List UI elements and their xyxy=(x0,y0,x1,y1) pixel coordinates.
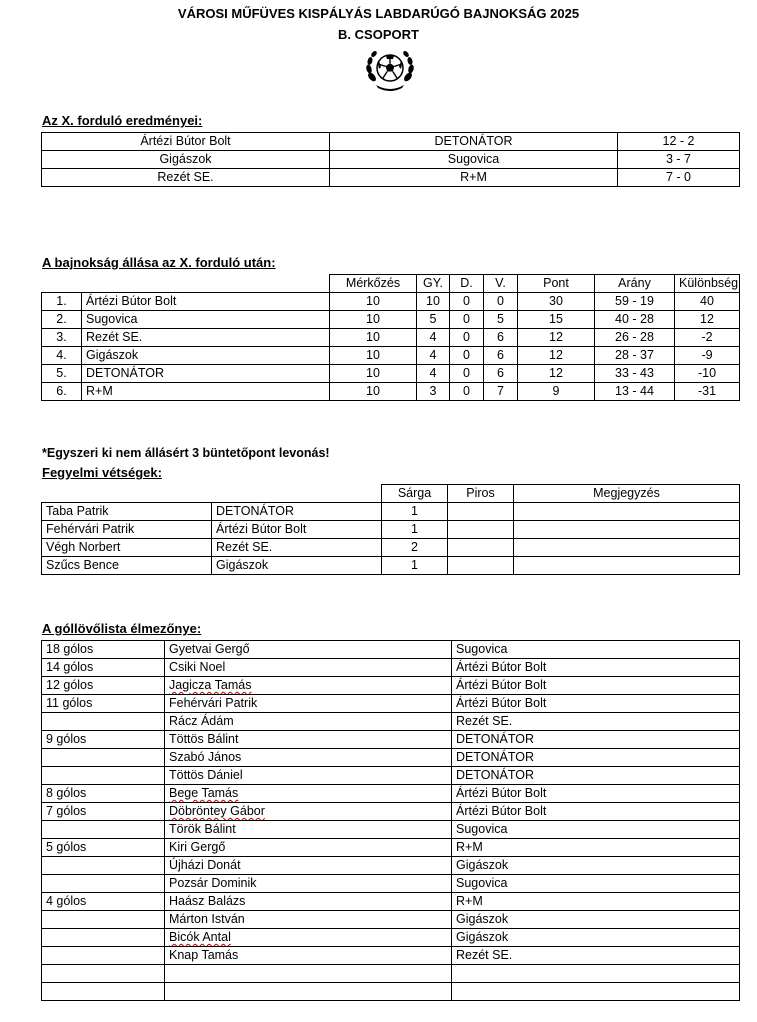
team-name: Gigászok xyxy=(452,857,740,875)
table-row xyxy=(42,311,740,329)
player-name: Szűcs Bence xyxy=(42,557,212,575)
yellow-cards: 1 xyxy=(382,503,448,521)
goal-count: 4 gólos xyxy=(42,893,165,911)
matches: 10 xyxy=(330,365,417,383)
ratio: 59 - 19 xyxy=(595,293,675,311)
player-name-text: Bicók Antal xyxy=(169,930,231,944)
team-name: Ártézi Bútor Bolt xyxy=(452,695,740,713)
table-row xyxy=(42,329,740,347)
team-name: Rezét SE. xyxy=(452,947,740,965)
position: 6. xyxy=(42,383,82,401)
won: 3 xyxy=(417,383,450,401)
yellow-cards: 1 xyxy=(382,521,448,539)
player-name: Fehérvári Patrik xyxy=(165,695,452,713)
table-row xyxy=(42,539,740,557)
table-row xyxy=(42,659,740,677)
lost: 6 xyxy=(484,329,518,347)
home-team: Rezét SE. xyxy=(42,169,330,187)
diff: -2 xyxy=(675,329,740,347)
team-name: Sugovica xyxy=(82,311,330,329)
goal-count xyxy=(42,983,165,1001)
table-row xyxy=(42,821,740,839)
player-name-text: Bege Tamás xyxy=(169,786,239,800)
points: 12 xyxy=(518,365,595,383)
position: 1. xyxy=(42,293,82,311)
position: 2. xyxy=(42,311,82,329)
discipline-title: Fegyelmi vétségek: xyxy=(42,465,162,480)
won: 4 xyxy=(417,347,450,365)
header-matches: Mérkőzés xyxy=(330,275,417,293)
lost: 0 xyxy=(484,293,518,311)
player-name: Márton István xyxy=(165,911,452,929)
table-row xyxy=(42,947,740,965)
table-row xyxy=(42,169,740,187)
standings-title: A bajnokság állása az X. forduló után: xyxy=(42,255,276,270)
points: 9 xyxy=(518,383,595,401)
header-lost: V. xyxy=(484,275,518,293)
player-name xyxy=(165,983,452,1001)
team-name: Gigászok xyxy=(452,911,740,929)
table-row xyxy=(42,875,740,893)
table-row xyxy=(42,695,740,713)
matches: 10 xyxy=(330,329,417,347)
team-name xyxy=(452,965,740,983)
table-row xyxy=(42,857,740,875)
table-row xyxy=(42,803,740,821)
red-cards xyxy=(448,503,514,521)
table-header-row xyxy=(42,485,740,503)
goal-count: 7 gólos xyxy=(42,803,165,821)
player-name: Gyetvai Gergő xyxy=(165,641,452,659)
points: 12 xyxy=(518,329,595,347)
team-name: Rezét SE. xyxy=(212,539,382,557)
table-row xyxy=(42,365,740,383)
scorers-table xyxy=(41,640,740,1001)
diff: 12 xyxy=(675,311,740,329)
goal-count xyxy=(42,911,165,929)
ratio: 26 - 28 xyxy=(595,329,675,347)
team-name: Sugovica xyxy=(452,821,740,839)
team-name: Sugovica xyxy=(452,875,740,893)
ratio: 13 - 44 xyxy=(595,383,675,401)
matches: 10 xyxy=(330,347,417,365)
red-cards xyxy=(448,557,514,575)
header-remark: Megjegyzés xyxy=(514,485,740,503)
player-name: Pozsár Dominik xyxy=(165,875,452,893)
team-name: Sugovica xyxy=(452,641,740,659)
home-team: Gigászok xyxy=(42,151,330,169)
yellow-cards: 1 xyxy=(382,557,448,575)
player-name-text: Jagicza Tamás xyxy=(169,678,252,692)
table-row xyxy=(42,767,740,785)
goal-count: 18 gólos xyxy=(42,641,165,659)
goal-count: 11 gólos xyxy=(42,695,165,713)
team-name: R+M xyxy=(452,839,740,857)
points: 12 xyxy=(518,347,595,365)
penalty-note: *Egyszeri ki nem állásért 3 büntetőpont levonás! xyxy=(42,446,330,460)
player-name: Töttös Dániel xyxy=(165,767,452,785)
score: 3 - 7 xyxy=(618,151,740,169)
yellow-cards: 2 xyxy=(382,539,448,557)
player-name: Török Bálint xyxy=(165,821,452,839)
draw: 0 xyxy=(450,383,484,401)
goal-count xyxy=(42,875,165,893)
away-team: DETONÁTOR xyxy=(330,133,618,151)
diff: -31 xyxy=(675,383,740,401)
goal-count xyxy=(42,713,165,731)
standings-table xyxy=(41,274,740,401)
team-name: Ártézi Bútor Bolt xyxy=(452,677,740,695)
goal-count xyxy=(42,767,165,785)
lost: 6 xyxy=(484,365,518,383)
table-row xyxy=(42,293,740,311)
table-row xyxy=(42,503,740,521)
goal-count xyxy=(42,965,165,983)
diff: -10 xyxy=(675,365,740,383)
goal-count xyxy=(42,857,165,875)
draw: 0 xyxy=(450,293,484,311)
team-name: DETONÁTOR xyxy=(82,365,330,383)
header-yellow: Sárga xyxy=(382,485,448,503)
position: 3. xyxy=(42,329,82,347)
draw: 0 xyxy=(450,365,484,383)
player-name xyxy=(165,803,452,821)
header-draw: D. xyxy=(450,275,484,293)
points: 15 xyxy=(518,311,595,329)
player-name: Fehérvári Patrik xyxy=(42,521,212,539)
player-name: Taba Patrik xyxy=(42,503,212,521)
team-name: R+M xyxy=(452,893,740,911)
score: 12 - 2 xyxy=(618,133,740,151)
table-row xyxy=(42,557,740,575)
away-team: R+M xyxy=(330,169,618,187)
player-name xyxy=(165,929,452,947)
diff: 40 xyxy=(675,293,740,311)
remark xyxy=(514,503,740,521)
away-team: Sugovica xyxy=(330,151,618,169)
table-row xyxy=(42,911,740,929)
team-name: Gigászok xyxy=(452,929,740,947)
team-name: Ártézi Bútor Bolt xyxy=(212,521,382,539)
header-points: Pont xyxy=(518,275,595,293)
table-row xyxy=(42,785,740,803)
remark xyxy=(514,557,740,575)
player-name: Haász Balázs xyxy=(165,893,452,911)
header-red: Piros xyxy=(448,485,514,503)
player-name: Újházi Donát xyxy=(165,857,452,875)
red-cards xyxy=(448,521,514,539)
table-row xyxy=(42,983,740,1001)
soccer-ball-laurel-icon xyxy=(362,47,418,93)
lost: 5 xyxy=(484,311,518,329)
won: 10 xyxy=(417,293,450,311)
results-table xyxy=(41,132,740,187)
header-diff: Különbség xyxy=(675,275,740,293)
player-name xyxy=(165,677,452,695)
goal-count xyxy=(42,929,165,947)
team-name: R+M xyxy=(82,383,330,401)
goal-count: 5 gólos xyxy=(42,839,165,857)
goal-count xyxy=(42,947,165,965)
points: 30 xyxy=(518,293,595,311)
goal-count: 8 gólos xyxy=(42,785,165,803)
diff: -9 xyxy=(675,347,740,365)
header-won: GY. xyxy=(417,275,450,293)
goal-count: 14 gólos xyxy=(42,659,165,677)
table-row xyxy=(42,965,740,983)
discipline-table xyxy=(41,484,740,575)
won: 4 xyxy=(417,365,450,383)
player-name: Knap Tamás xyxy=(165,947,452,965)
remark xyxy=(514,539,740,557)
player-name: Csiki Noel xyxy=(165,659,452,677)
table-row xyxy=(42,893,740,911)
team-name: DETONÁTOR xyxy=(452,731,740,749)
goal-count xyxy=(42,749,165,767)
goal-count: 12 gólos xyxy=(42,677,165,695)
position: 5. xyxy=(42,365,82,383)
player-name: Szabó János xyxy=(165,749,452,767)
results-title: Az X. forduló eredményei: xyxy=(42,113,203,128)
team-name: Gigászok xyxy=(212,557,382,575)
score: 7 - 0 xyxy=(618,169,740,187)
lost: 7 xyxy=(484,383,518,401)
lost: 6 xyxy=(484,347,518,365)
table-row xyxy=(42,383,740,401)
goal-count: 9 gólos xyxy=(42,731,165,749)
player-name: Töttös Bálint xyxy=(165,731,452,749)
player-name-text: Döbröntey Gábor xyxy=(169,804,265,818)
remark xyxy=(514,521,740,539)
team-name: Ártézi Bútor Bolt xyxy=(452,785,740,803)
team-name: Rezét SE. xyxy=(452,713,740,731)
table-row xyxy=(42,641,740,659)
player-name: Rácz Ádám xyxy=(165,713,452,731)
team-name: Rezét SE. xyxy=(82,329,330,347)
table-row xyxy=(42,151,740,169)
home-team: Ártézi Bútor Bolt xyxy=(42,133,330,151)
team-name: Gigászok xyxy=(82,347,330,365)
document-title: VÁROSI MŰFÜVES KISPÁLYÁS LABDARÚGÓ BAJNOKSÁG 2025 xyxy=(177,6,580,21)
goal-count xyxy=(42,821,165,839)
matches: 10 xyxy=(330,383,417,401)
team-name: Ártézi Bútor Bolt xyxy=(452,659,740,677)
table-row xyxy=(42,521,740,539)
team-name: DETONÁTOR xyxy=(452,749,740,767)
team-name: DETONÁTOR xyxy=(212,503,382,521)
player-name: Végh Norbert xyxy=(42,539,212,557)
team-name: Ártézi Bútor Bolt xyxy=(452,803,740,821)
matches: 10 xyxy=(330,293,417,311)
player-name xyxy=(165,785,452,803)
table-row xyxy=(42,731,740,749)
table-row xyxy=(42,713,740,731)
table-row xyxy=(42,929,740,947)
group-title: B. CSOPORT xyxy=(338,27,419,42)
table-row xyxy=(42,347,740,365)
ratio: 33 - 43 xyxy=(595,365,675,383)
table-row xyxy=(42,839,740,857)
team-name: DETONÁTOR xyxy=(452,767,740,785)
matches: 10 xyxy=(330,311,417,329)
table-row xyxy=(42,749,740,767)
draw: 0 xyxy=(450,311,484,329)
won: 4 xyxy=(417,329,450,347)
red-cards xyxy=(448,539,514,557)
draw: 0 xyxy=(450,329,484,347)
team-name: Ártézi Bútor Bolt xyxy=(82,293,330,311)
player-name: Kiri Gergő xyxy=(165,839,452,857)
won: 5 xyxy=(417,311,450,329)
team-name xyxy=(452,983,740,1001)
scorers-title: A góllövőlista élmezőnye: xyxy=(42,621,202,636)
draw: 0 xyxy=(450,347,484,365)
position: 4. xyxy=(42,347,82,365)
table-row xyxy=(42,677,740,695)
header-ratio: Arány xyxy=(595,275,675,293)
player-name xyxy=(165,965,452,983)
table-header-row xyxy=(42,275,740,293)
ratio: 28 - 37 xyxy=(595,347,675,365)
table-row xyxy=(42,133,740,151)
ratio: 40 - 28 xyxy=(595,311,675,329)
